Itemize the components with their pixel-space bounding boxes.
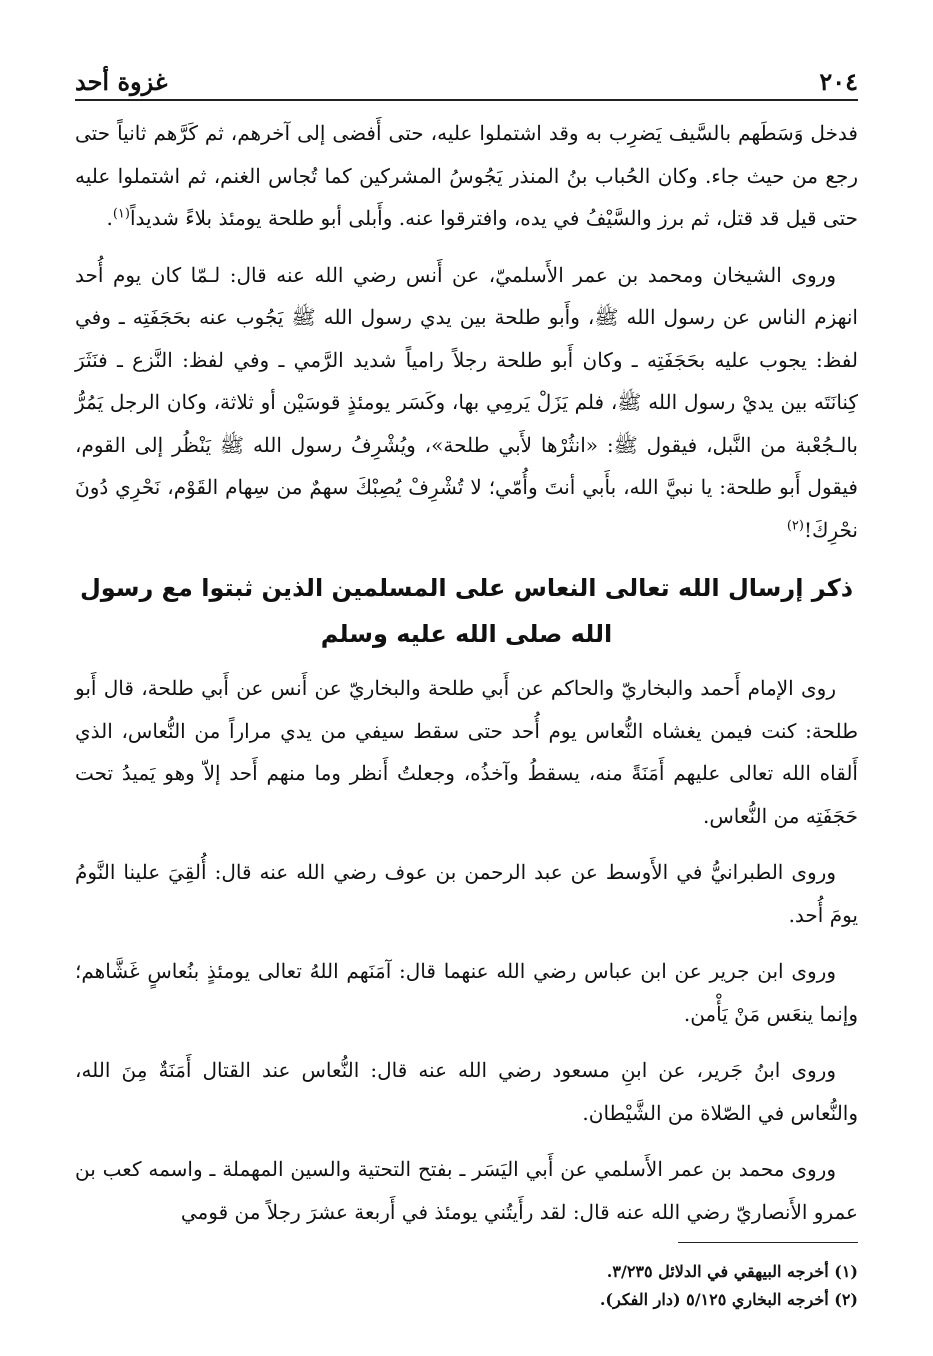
- footnote-divider: [678, 1242, 858, 1243]
- footnote: (٢) أخرجه البخاري ٥/١٢٥ (دار الفكر).: [599, 1290, 858, 1309]
- page-number: ٢٠٤: [819, 67, 858, 96]
- footnotes: [75, 1258, 858, 1314]
- header-divider: [75, 99, 858, 101]
- running-head: [75, 56, 858, 96]
- chapter-title: غزوة أحد: [75, 67, 168, 96]
- paragraph: وروى ابنُ جَرير، عن ابنِ مسعود رضي الله عنه قال: النُّعاس عند القتال أَمَنَةٌ مِنَ الله، والنُّعاس في الصّلاة من الشَّيْطان.: [75, 1058, 858, 1125]
- footnote-ref: (٢): [786, 517, 804, 533]
- paragraph: روى الإمام أَحمد والبخاريّ والحاكم عن أَبي طلحة والبخاريّ عن أَنس عن أَبي طلحة، قال أَبو طلحة: كنت فيمن يغشاه النُّعاس يوم أُحد حتى سقط سيفي من يدي مراراً من النُّعاس، الذي أَلقاه الله تعالى عليهم أَمَنَةً منه، يسقطُ وآخذُه، وجعلتُ أَنظر وما منهم أَحد إلاّ وهو يَميدُ تحت حَجَفَتِه من النُّعاس.: [75, 676, 858, 828]
- paragraph: وروى ابن جرير عن ابن عباس رضي الله عنهما قال: آمَنَهم اللهُ تعالى يومئذٍ بنُعاسٍ غَشَّاهم؛ وإنما ينعَس مَنْ يَأْمن.: [75, 959, 858, 1026]
- paragraph: وروى محمد بن عمر الأَسلمي عن أَبي اليَسَر ـ بفتح التحتية والسين المهملة ـ واسمه كعب بن عمرو الأَنصاريّ رضي الله عنه قال: لقد رأَيتُني يومئذ في أَربعة عشرَ رجلاً من قومي: [75, 1157, 858, 1224]
- footnote: (١) أخرجه البيهقي في الدلائل ٣/٢٣٥.: [606, 1262, 858, 1281]
- footnote-ref: (١): [112, 206, 130, 222]
- paragraph-text: وروى الشيخان ومحمد بن عمر الأَسلميّ، عن أَنس رضي الله عنه قال: لـمّا كان يوم أُحد انهزم الناس عن رسول الله ﷺ، وأَبو طلحة بين يدي رسول الله ﷺ يَجُوب عنه بحَجَفَتِه ـ وفي لفظ: يجوب عليه بحَجَفَتِه ـ وكان أَبو طلحة رجلاً رامياً شديد الرَّمي ـ وفي لفظ: النَّزع ـ فنَثَرَ كِنانَتَه بين يديْ رسول الله ﷺ، فلم يَزَلْ يَرمِي بها، وكَسَر يومئذٍ قوسَيْن أو ثلاثة، وكان الرجل يَمُرُّ بالـجُعْبة من النَّبل، فيقول ﷺ: «انثُرْها لأَبي طلحة»، ويُشْرِفُ رسول الله ﷺ يَنْظُر إلى القوم، فيقول أَبو طلحة: يا نبيَّ الله، بأَبي أنتَ وأُمّي؛ لا تُشْرِفْ يُصِبْكَ سهمٌ من سِهام القَوْم، نَحْرِي دُونَ نحْرِكَ!: [75, 262, 858, 542]
- paragraph: فدخل وَسَطَهم بالسَّيف يَضرِب به وقد اشتملوا عليه، حتى أَفضى إلى آخرهم، ثم كَرَّهم ثانياً حتى رجع من حيث جاء. وكان الحُباب بنُ المنذر يَجُوسُ المشركين كما تُجاس الغنم، ثم اشتملوا عليه حتى قيل قد قتل، ثم برز والسَّيْفُ في يده، وافترقوا عنه. وأَبلى أبو طلحة يومئذ بلاءً شديداً$^{(١)}$.: [75, 121, 858, 230]
- main-text: [75, 112, 858, 1247]
- paragraph-text: فدخل وَسَطَهم بالسَّيف يَضرِب به وقد اشتملوا عليه، حتى أَفضى إلى آخرهم، ثم كَرَّهم ثانياً حتى رجع من حيث جاء. وكان الحُباب بنُ المنذر يَجُوسُ المشركين كما تُجاس الغنم، ثم اشتملوا عليه حتى قيل قد قتل، ثم برز والسَّيْفُ في يده، وافترقوا عنه. وأَبلى أبو طلحة يومئذ بلاءً شديداً: [75, 121, 858, 230]
- section-heading: ذكر إرسال الله تعالى النعاس على المسلمين الذين ثبتوا مع رسول الله صلى الله عليه وسلم: [79, 574, 854, 648]
- paragraph: [75, 254, 858, 552]
- paragraph: وروى الطبرانيُّ في الأَوسط عن عبد الرحمن بن عوف رضي الله عنه قال: أُلقِيَ علينا النَّومُ يومَ أُحد.: [75, 860, 858, 927]
